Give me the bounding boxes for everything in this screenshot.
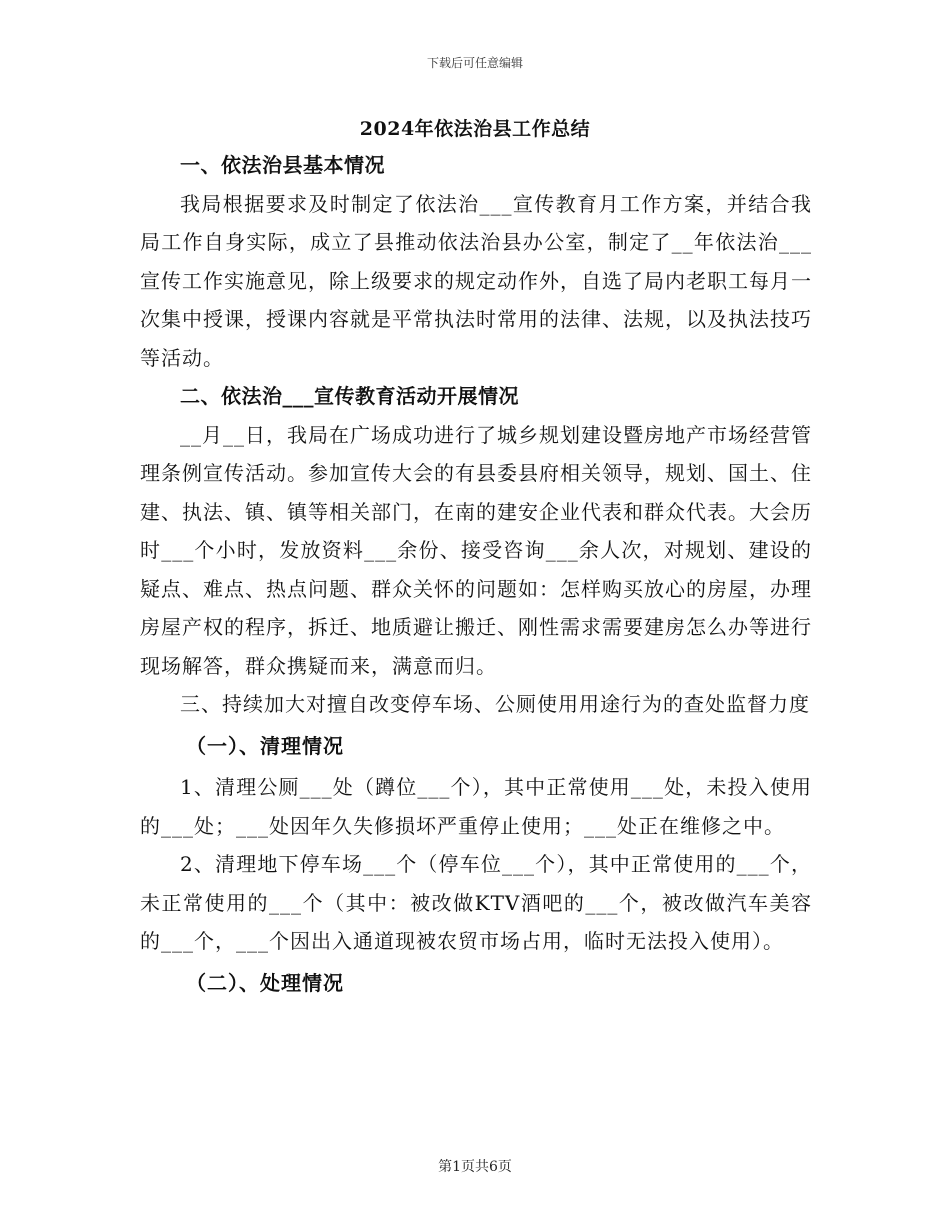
section-heading-1: 一、依法治县基本情况 — [180, 153, 385, 177]
paragraph-toilets: 1、清理公厕___处（蹲位___个），其中正常使用___处，未投入使用的___处；___处因年久失修损坏严重停止使用；___处正在维修之中。 — [140, 775, 812, 838]
subheading-handling: （二）、处理情况 — [186, 970, 344, 995]
document-title: 2024年依法治县工作总结 — [359, 118, 591, 140]
header-note: 下载后可任意编辑 — [426, 56, 523, 70]
paragraph-1: 我局根据要求及时制定了依法治___宣传教育月工作方案，并结合我局工作自身实际，成立了县推动依法治县办公室，制定了__年依法治___宣传工作实施意见，除上级要求的规定动作外，自选了局内老职工每月一次集中授课，授课内容就是平常执法时常用的法律、法规，以及执法技巧等活动。 — [140, 191, 812, 370]
paragraph-parking: 2、清理地下停车场___个（停车位___个），其中正常使用的___个，未正常使用的___个（其中：被改做KTV酒吧的___个，被改做汽车美容的___个，___个因出入通道现被农贸市场占用，临时无法投入使用）。 — [140, 852, 812, 953]
section-heading-2: 二、依法治___宣传教育活动开展情况 — [180, 384, 519, 408]
section-heading-3: 三、持续加大对擅自改变停车场、公厕使用用途行为的查处监督力度 — [180, 692, 810, 716]
document-body — [140, 146, 812, 1005]
page-number: 第1页共6页 — [438, 1159, 512, 1175]
paragraph-2: __月__日，我局在广场成功进行了城乡规划建设暨房地产市场经营管理条例宣传活动。参加宣传大会的有县委县府相关领导，规划、国土、住建、执法、镇、镇等相关部门，在南的建安企业代表和群众代表。大会历时___个小时，发放资料___余份、接受咨询___余人次，对规划、建设的疑点、难点、热点问题、群众关怀的问题如：怎样购买放心的房屋，办理房屋产权的程序，拆迁、地质避让搬迁、刚性需求需要建房怎么办等进行现场解答，群众携疑而来，满意而归。 — [140, 422, 812, 678]
subheading-cleanup: （一）、清理情况 — [186, 733, 344, 758]
